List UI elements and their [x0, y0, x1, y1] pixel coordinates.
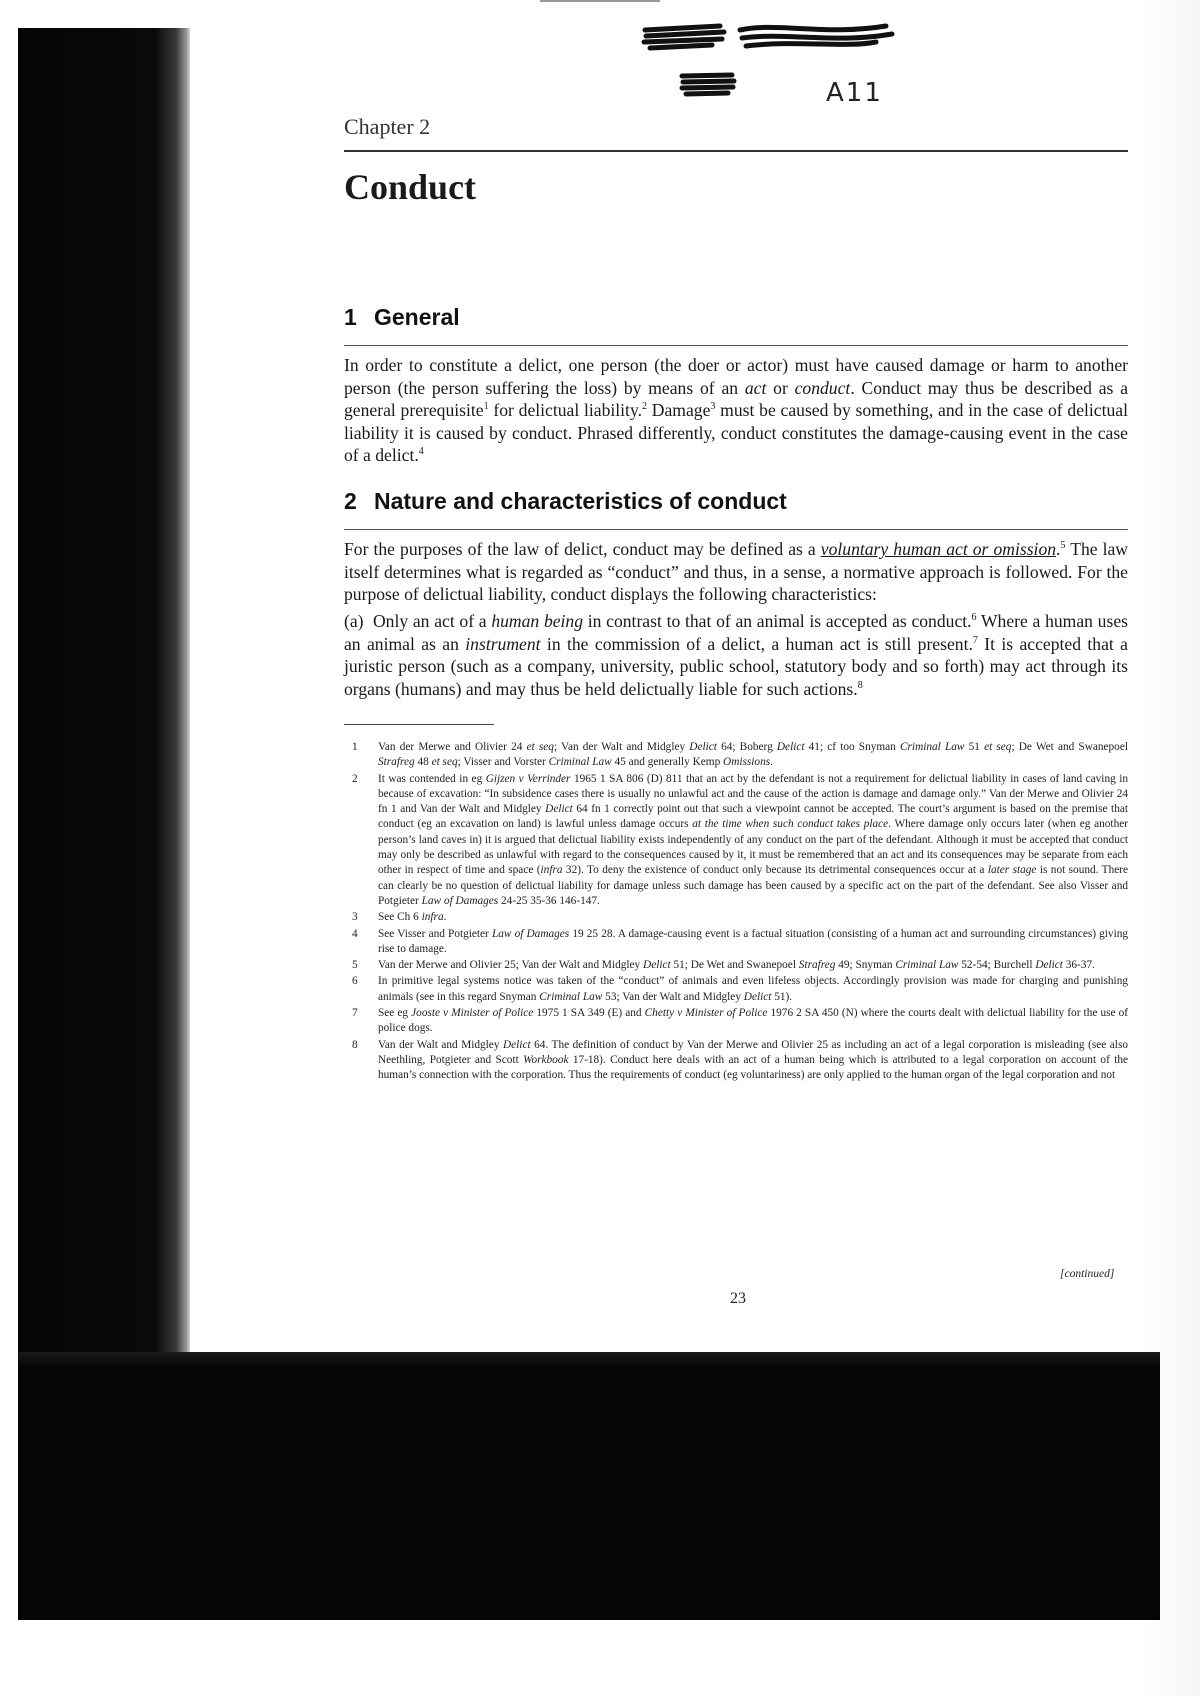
section-2-rule: [344, 529, 1128, 530]
section-1-number: 1: [344, 304, 357, 330]
redaction-scribble-2: [736, 20, 896, 52]
scan-top-mark: [540, 0, 660, 2]
footnote-text: Van der Merwe and Olivier 24 et seq; Van der Walt and Midgley Delict 64; Boberg Delict 41; cf too Snyman Criminal Law 51 et seq; De Wet and Swanepoel Strafreg 48 et seq; Visser and Vorster Criminal Law 45 and generally Kemp Omissions.: [378, 741, 1128, 769]
scan-shadow-bottom: [18, 1352, 1160, 1620]
footnote-item: [352, 927, 1128, 958]
section-2-number: 2: [344, 488, 357, 514]
redaction-scribble-1: [640, 22, 730, 52]
footnote-text: Van der Walt and Midgley Delict 64. The definition of conduct by Van der Merwe and Olivier 25 as including an act of a legal corporation is misleading (see also Neethling, Potgieter and Scott Workbook 17-18). Conduct here deals with an act of a human being which is attributed to a legal corporation on account of the human’s connection with the corporation. Thus the requirements of conduct (eg voluntariness) are only applied to the human organ of the legal corporation and not: [378, 1038, 1128, 1082]
footnotes: [352, 740, 1128, 1085]
footnote-text: Van der Merwe and Olivier 25; Van der Walt and Midgley Delict 51; De Wet and Swanepoel Strafreg 49; Snyman Criminal Law 52-54; Burchell Delict 36-37.: [378, 959, 1095, 972]
footnote-number: 2: [352, 772, 358, 785]
footnote-number: 3: [352, 911, 358, 924]
footnote-rule: [344, 724, 494, 725]
continued-marker: [continued]: [1060, 1268, 1115, 1280]
footnote-item: [352, 772, 1128, 910]
footnote-text: See Visser and Potgieter Law of Damages 19 25 28. A damage-causing event is a factual situation (consisting of a human act and surrounding circumstances) giving rise to damage.: [378, 927, 1129, 955]
redaction-scribble-3: [678, 70, 738, 98]
section-1-rule: [344, 345, 1128, 346]
section-2-paragraph-2: (a) Only an act of a human being in contrast to that of an animal is accepted as conduct.$^6$ Where a human uses an animal as an instrument in the commission of a delict, a human act is still present.$^7$ It is accepted that a juristic person (such as a company, university, public school, statutory body and so forth) may act through its organs (humans) and may thus be held delictually liable for such actions.$^8$: [344, 611, 1128, 699]
handwritten-annotation: A11: [826, 78, 883, 108]
section-1-heading: [344, 304, 460, 331]
footnote-item: [352, 1038, 1128, 1084]
footnote-item: [352, 974, 1128, 1005]
chapter-rule: [344, 150, 1128, 152]
footnote-item: [352, 910, 1128, 925]
footnote-item: [352, 1006, 1128, 1037]
footnote-item: [352, 958, 1128, 973]
scan-shadow-right: [1140, 0, 1200, 1696]
footnote-text: It was contended in eg Gijzen v Verrinder 1965 1 SA 806 (D) 811 that an act by the defendant is not a requirement for delictual liability in cases of land caving in because of excavation: “In subsidence cases there is usually no unlawful act and the cause of the action is damage and damage only.” Van der Merwe and Olivier 24 fn 1 and Van der Walt and Midgley Delict 64 fn 1 correctly point out that such a viewpoint cannot be accepted. The court’s argument is based on the premise that conduct (eg an excavation on land) is lawful unless damage occurs at the time when such conduct takes place. Where damage only occurs later (when eg another person’s land caves in) it is argued that delictual liability exists independently of any conduct on the part of the defendant. Although it must be accepted that conduct may only be described as unlawful with regard to the consequences caused by it, it must be remembered that an act and its consequences may be separate from each other in respect of time and space (infra 32). To deny the existence of conduct only because its detrimental consequences occur at a later stage is not sound. There can clearly be no question of delictual liability for damage unless such damage has been caused by a specific act on the part of the defendant. See also Visser and Potgieter Law of Damages 24-25 35-36 146-147.: [378, 772, 1129, 907]
footnote-number: 7: [352, 1007, 358, 1020]
footnote-text: See Ch 6 infra.: [378, 911, 447, 924]
footnote-number: 1: [352, 741, 358, 753]
section-2-title: Nature and characteristics of conduct: [374, 488, 787, 514]
chapter-title: Conduct: [344, 167, 477, 207]
chapter-label: Chapter 2: [344, 114, 431, 139]
footnote-item: [352, 740, 1128, 771]
section-2-heading: [344, 488, 787, 515]
section-1-paragraph: In order to constitute a delict, one person (the doer or actor) must have caused damage or harm to another person (the person suffering the loss) by means of an act or conduct. Conduct may thus be described as a general prerequisite$^1$ for delictual liability.$^2$ Damage$^3$ must be caused by something, and in the case of delictual liability it is caused by conduct. Phrased differently, conduct constitutes the damage-causing event in the case of a delict.$^4$: [344, 355, 1129, 465]
footnote-text: See eg Jooste v Minister of Police 1975 1 SA 349 (E) and Chetty v Minister of Police 1976 2 SA 450 (N) where the courts dealt with delictual liability for the use of police dogs.: [378, 1007, 1128, 1035]
footnote-text: In primitive legal systems notice was taken of the “conduct” of animals and even lifeless objects. Accordingly provision was made for charging and punishing animals (see in this regard Snyman Criminal Law 53; Van der Walt and Midgley Delict 51).: [378, 975, 1128, 1003]
section-2-paragraph-1: For the purposes of the law of delict, conduct may be defined as a voluntary human act or omission.$^5$ The law itself determines what is regarded as “conduct” and thus, in a sense, a normative approach is followed. For the purpose of delictual liability, conduct displays the following characteristics:: [344, 539, 1129, 604]
footnote-number: 5: [352, 959, 358, 972]
footnote-number: 4: [352, 927, 358, 940]
section-1-title: General: [374, 304, 460, 330]
page-number: 23: [730, 1290, 746, 1307]
footnote-number: 8: [352, 1038, 358, 1051]
footnote-number: 6: [352, 975, 358, 988]
